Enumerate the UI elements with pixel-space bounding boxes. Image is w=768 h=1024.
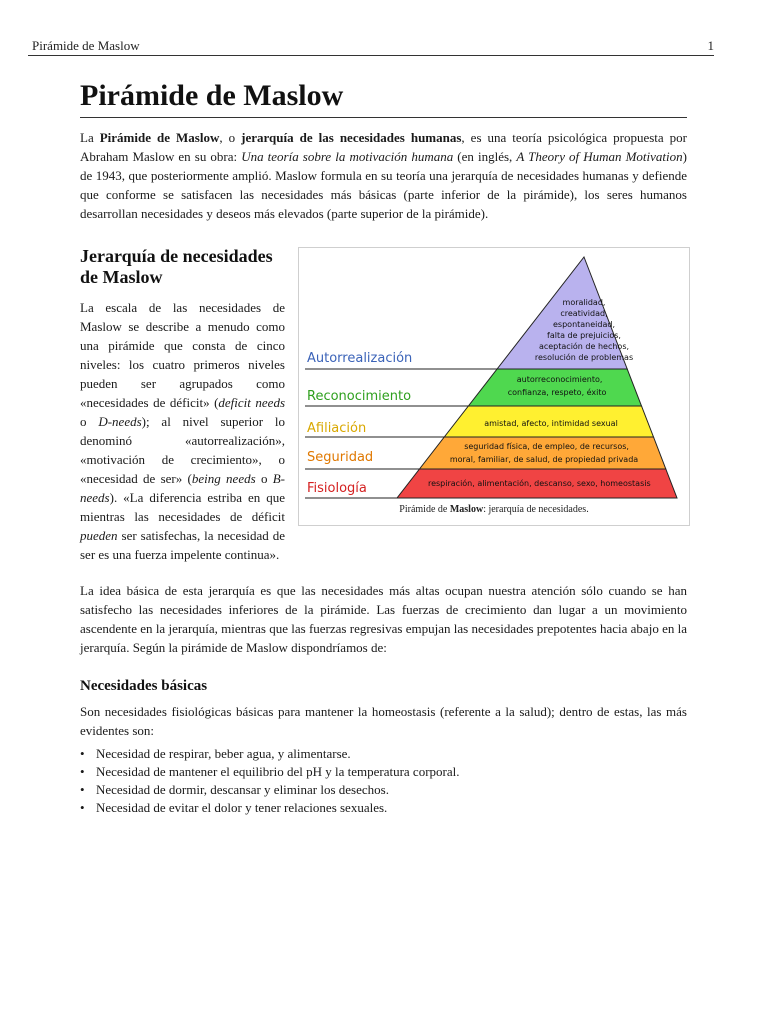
title-divider — [80, 117, 687, 118]
bullet-icon: • — [80, 746, 85, 761]
tier-label: Autorrealización — [307, 351, 413, 366]
tier-text: moralidad, — [562, 298, 606, 307]
list-item — [80, 763, 687, 781]
tier-label: Fisiología — [307, 481, 367, 496]
term-jerarquia: jerarquía de las necesidades humanas — [241, 130, 462, 145]
section-paragraph-jerarquia: La escala de las necesidades de Maslow se describe a menudo como una pirámide que consta de cinco niveles: los cuatro primeros niveles pueden ser agrupados como «necesidades de déficit» (deficit needs o D-needs); al nivel superior lo denominó «autorrealización», «motivación de crecimiento», o «necesidad de ser» (being needs o B-needs). «La diferencia estriba en que mientras las necesidades de déficit pueden ser satisfechas, la necesidad de ser es una fuerza impelente continua». — [80, 300, 286, 562]
page-number: 1 — [707, 38, 714, 53]
tier-text: autorreconocimiento, — [516, 375, 603, 384]
tier-label: Reconocimiento — [307, 389, 412, 404]
needs-list — [80, 745, 687, 817]
list-item-text: Necesidad de mantener el equilibrio del pH y la temperatura corporal. — [96, 764, 460, 779]
bullet-icon: • — [80, 782, 85, 797]
list-item — [80, 781, 687, 799]
paragraph-idea-basica: La idea básica de esta jerarquía es que las necesidades más altas ocupan nuestra atención sólo cuando se han satisfecho las necesidades inferiores de la pirámide. Las fuerzas de crecimiento dan lugar a un movimiento ascendente en la jerarquía, mientras que las fuerzas regresivas empujan las necesidades prepotentes hacia abajo en la jerarquía. Según la pirámide de Maslow dispondríamos de: — [80, 583, 687, 655]
bullet-icon: • — [80, 764, 85, 779]
tier-text: creatividad, — [560, 309, 608, 318]
intro-paragraph: La Pirámide de Maslow, o jerarquía de las necesidades humanas, es una teoría psicológica propuesta por Abraham Maslow en su obra: Una teoría sobre la motivación humana (en inglés, A Theory of Human Motivation) de 1943, que posteriormente amplió. Maslow formula en su teoría una jerarquía de necesidades humanas y defiende que conforme se satisfacen las necesidades más básicas (parte inferior de la pirámide), los seres humanos desarrollan necesidades y deseos más elevados (parte superior de la pirámide). — [80, 130, 688, 221]
tier-text: resolución de problemas — [534, 353, 634, 362]
running-header-title: Pirámide de Maslow — [32, 38, 140, 53]
list-item-text: Necesidad de dormir, descansar y eliminar los desechos. — [96, 782, 389, 797]
tier-text: confianza, respeto, éxito — [507, 388, 607, 397]
tier-text: respiración, alimentación, descanso, sexo, homeostasis — [427, 479, 651, 488]
tier-text: seguridad física, de empleo, de recursos, — [464, 442, 629, 451]
list-item-text: Necesidad de respirar, beber agua, y alimentarse. — [96, 746, 351, 761]
section-heading-jerarquia: Jerarquía de necesidades de Maslow — [80, 246, 273, 287]
page-title: Pirámide de Maslow — [80, 79, 344, 112]
tier-text: espontaneidad, — [553, 320, 615, 329]
pyramid-diagram — [299, 248, 689, 500]
tier-text: amistad, afecto, intimidad sexual — [484, 419, 618, 428]
list-item-text: Necesidad de evitar el dolor y tener relaciones sexuales. — [96, 800, 388, 815]
section-heading-necesidades-basicas: Necesidades básicas — [80, 678, 208, 694]
tier-text: moral, familiar, de salud, de propiedad privada — [449, 455, 639, 464]
tier-label: Afiliación — [307, 421, 367, 436]
term-piramide: Pirámide de Maslow — [99, 130, 220, 145]
list-item — [80, 799, 687, 817]
paragraph-necesidades-basicas: Son necesidades fisiológicas básicas para mantener la homeostasis (referente a la salud); dentro de estas, las más evidentes son: — [80, 704, 687, 738]
tier-label: Seguridad — [307, 450, 374, 465]
work-title-es: Una teoría sobre la motivación humana — [241, 149, 454, 164]
tier-text: aceptación de hechos, — [538, 342, 630, 351]
bullet-icon: • — [80, 800, 85, 815]
figure-caption: Pirámide de Maslow: jerarquía de necesidades. — [399, 504, 589, 515]
list-item — [80, 745, 687, 763]
header-divider — [28, 55, 714, 56]
work-title-en: A Theory of Human Motivation — [516, 149, 683, 164]
tier-text: falta de prejuicios, — [547, 331, 621, 340]
maslow-pyramid-figure — [298, 247, 690, 526]
